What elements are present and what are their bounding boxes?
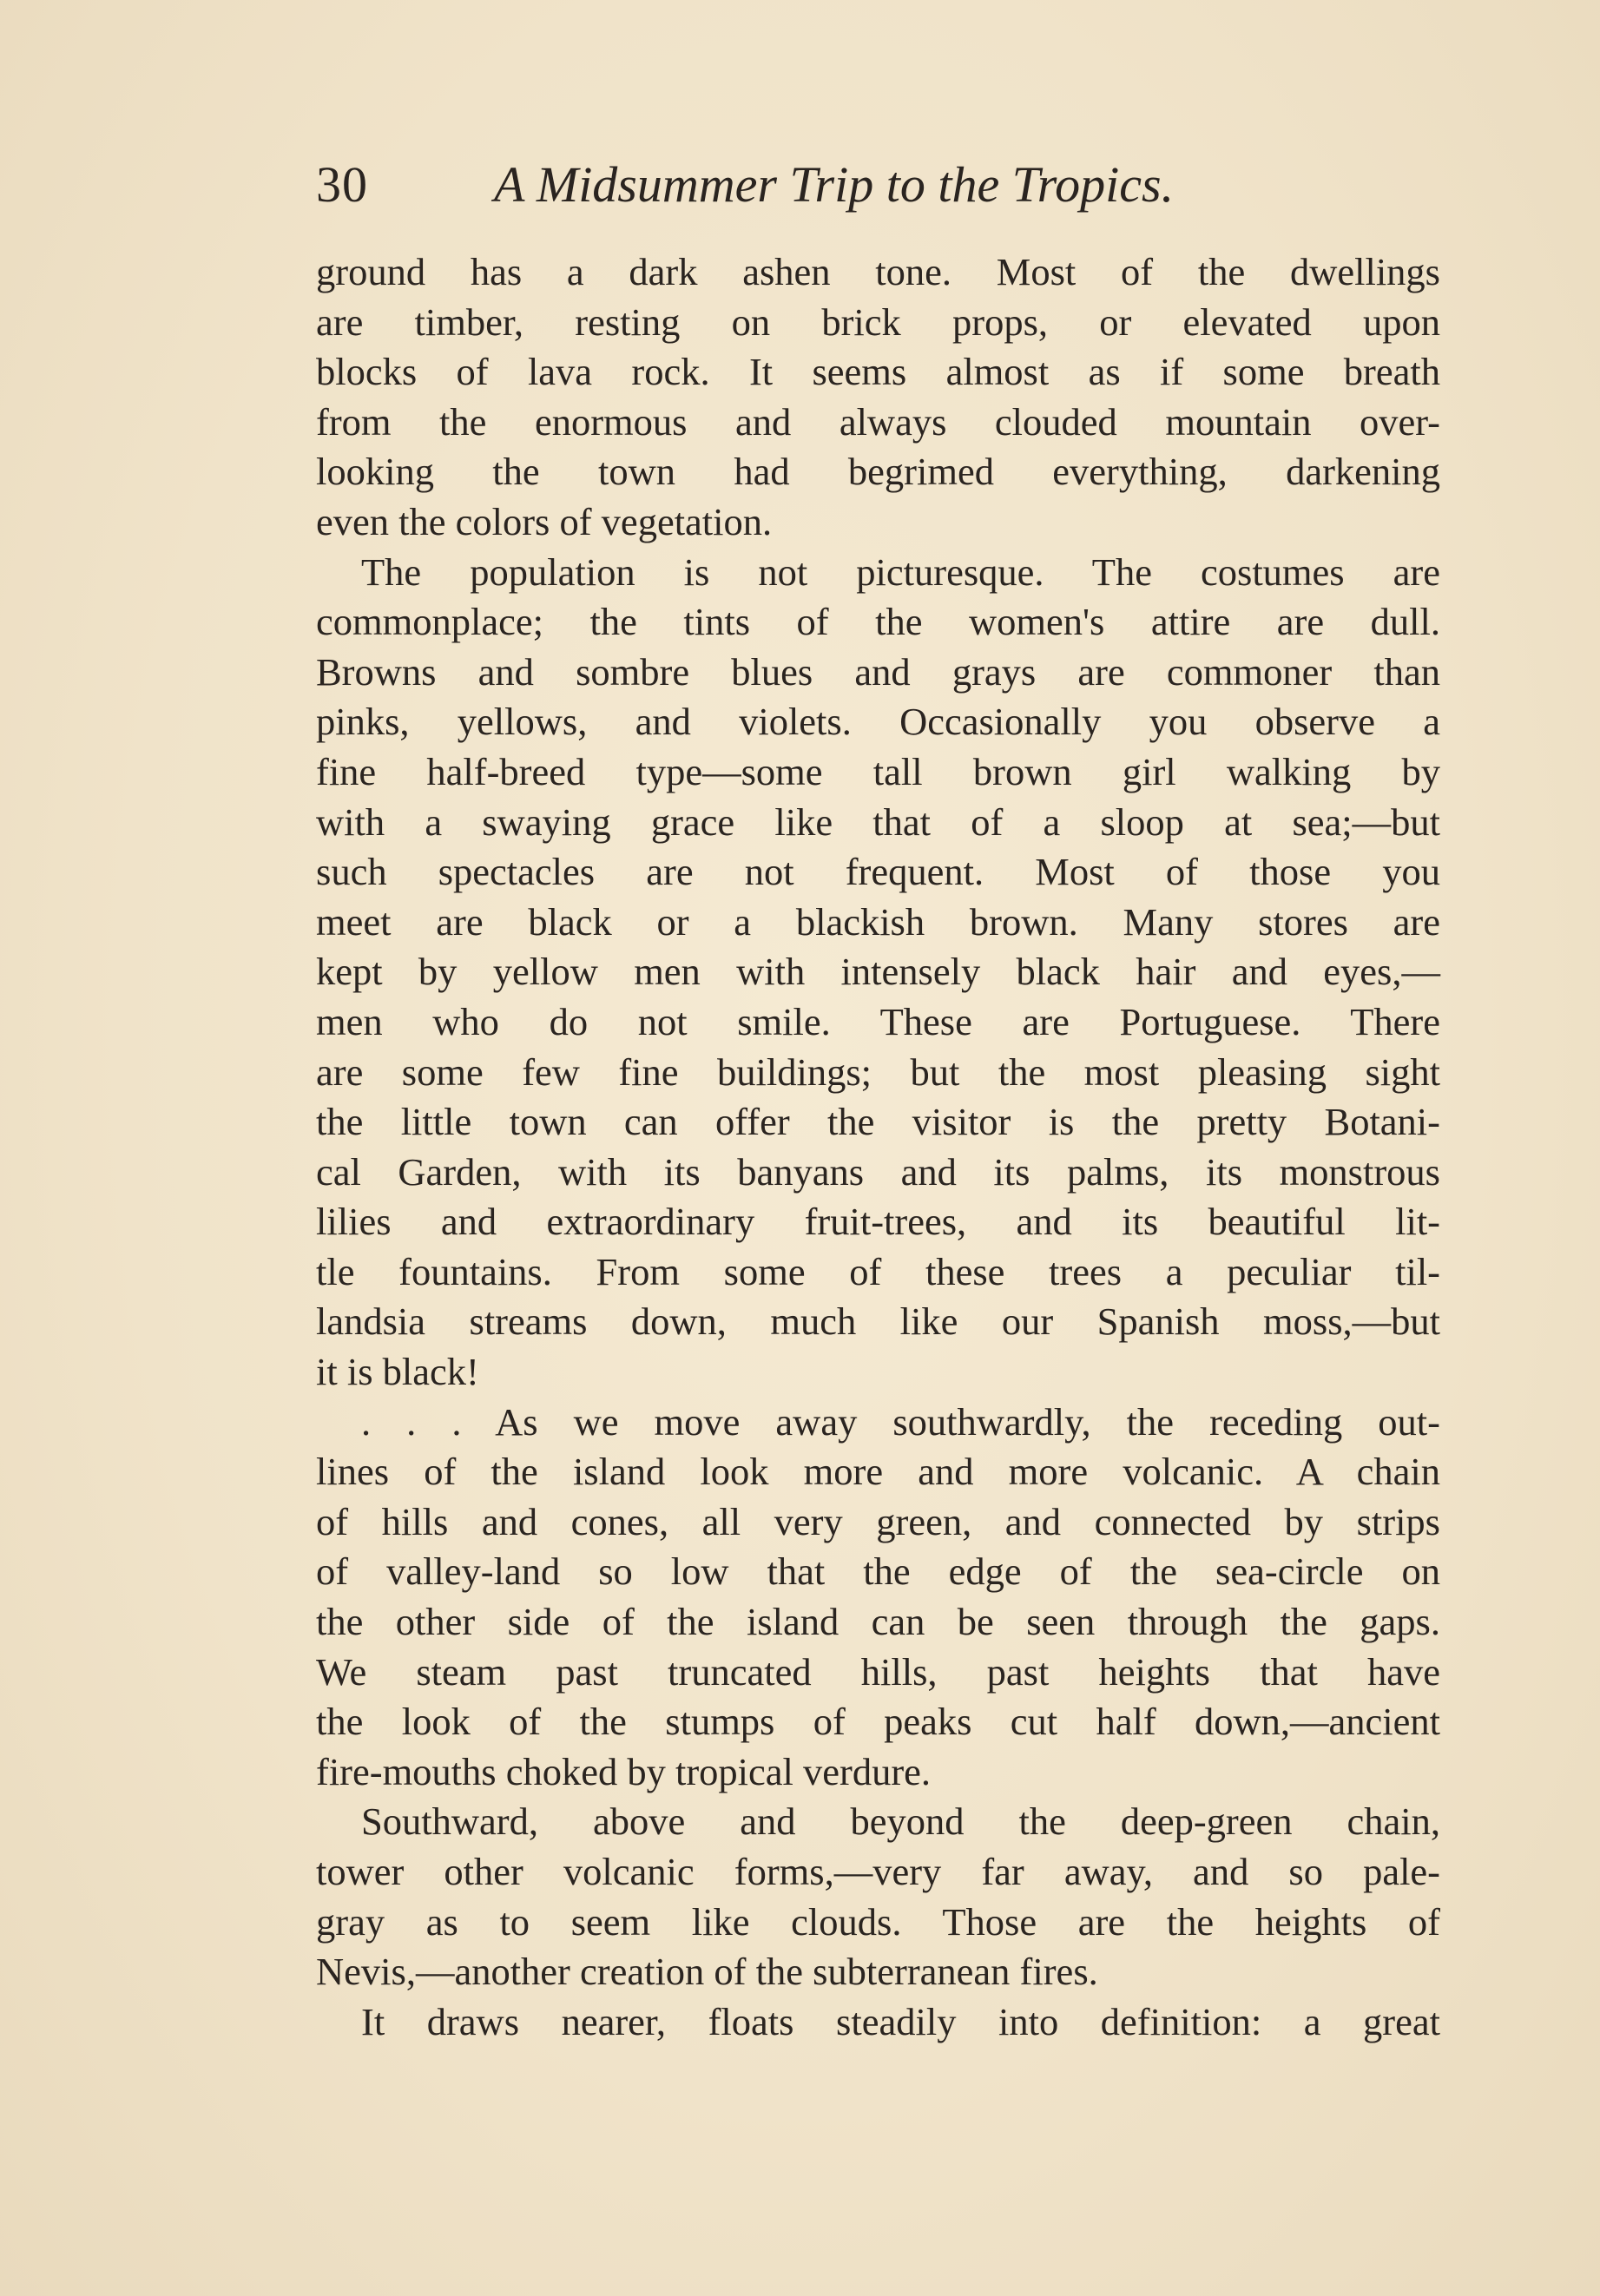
text-line: with a swaying grace like that of a sloop at sea;—but (316, 799, 1440, 844)
text-line: the look of the stumps of peaks cut half down,—ancient (316, 1700, 1440, 1744)
paragraph-3 (316, 1398, 1440, 1798)
text-line: Southward, above and beyond the deep-green chain, (361, 1799, 1440, 1844)
text-line: such spectacles are not frequent. Most of those you (316, 850, 1440, 894)
text-line: are some few fine buildings; but the most pleasing sight (316, 1049, 1440, 1094)
paragraph-5 (316, 1997, 1440, 2048)
text-line: The population is not picturesque. The costumes are (361, 549, 1440, 594)
text-line: the other side of the island can be seen through the gaps. (316, 1600, 1440, 1644)
text-line: it is black! (316, 1350, 479, 1394)
text-line: Nevis,—another creation of the subterranean fires. (316, 1950, 1098, 1994)
text-line: from the enormous and always clouded mountain over- (316, 399, 1440, 444)
text-line: the little town can offer the visitor is the pretty Botani- (316, 1100, 1440, 1144)
paragraph-2 (316, 548, 1440, 1398)
text-line: fire-mouths choked by tropical verdure. (316, 1749, 932, 1793)
paragraph-4 (316, 1797, 1440, 1997)
text-line: of valley-land so low that the edge of the sea-circle on (316, 1549, 1440, 1594)
text-line: fine half-breed type—some tall brown girl walking by (316, 749, 1440, 793)
text-line: kept by yellow men with intensely black hair and eyes,— (316, 950, 1440, 994)
text-line: men who do not smile. These are Portuguese. There (316, 999, 1440, 1043)
paragraph-1 (316, 247, 1440, 548)
text-line: even the colors of vegetation. (316, 499, 773, 543)
text-line: cal Garden, with its banyans and its palms, its monstrous (316, 1149, 1440, 1194)
text-line: tle fountains. From some of these trees a peculiar til- (316, 1249, 1440, 1293)
text-line: pinks, yellows, and violets. Occasionally you observe a (316, 700, 1440, 744)
running-title: A Midsummer Trip to the Tropics. (494, 156, 1175, 213)
text-line: . . . As we move away southwardly, the receding out- (361, 1399, 1440, 1444)
text-line: lines of the island look more and more volcanic. A chain (316, 1450, 1440, 1494)
text-line: of hills and cones, all very green, and connected by strips (316, 1499, 1440, 1543)
text-line: ground has a dark ashen tone. Most of the dwellings (316, 250, 1440, 293)
running-head (316, 146, 1445, 224)
text-line: Browns and sombre blues and grays are commoner than (316, 649, 1440, 694)
text-line: looking the town had begrimed everything, darkening (316, 450, 1440, 494)
text-line: It draws nearer, floats steadily into definition: a great (361, 1999, 1440, 2043)
text-line: commonplace; the tints of the women's attire are dull. (316, 600, 1440, 644)
text-line: tower other volcanic forms,—very far away, and so pale- (316, 1850, 1440, 1893)
text-line: We steam past truncated hills, past heights that have (316, 1649, 1440, 1694)
text-line: landsia streams down, much like our Spanish moss,—but (316, 1299, 1440, 1344)
text-line: gray as to seem like clouds. Those are the heights of (316, 1899, 1440, 1944)
text-line: are timber, resting on brick props, or elevated upon (316, 299, 1440, 344)
text-line: lilies and extraordinary fruit-trees, and its beautiful lit- (316, 1200, 1440, 1244)
page-number: 30 (316, 156, 368, 213)
text-line: meet are black or a blackish brown. Many stores are (316, 899, 1440, 944)
body-text (316, 247, 1440, 2047)
text-line: blocks of lava rock. It seems almost as if some breath (316, 350, 1440, 394)
